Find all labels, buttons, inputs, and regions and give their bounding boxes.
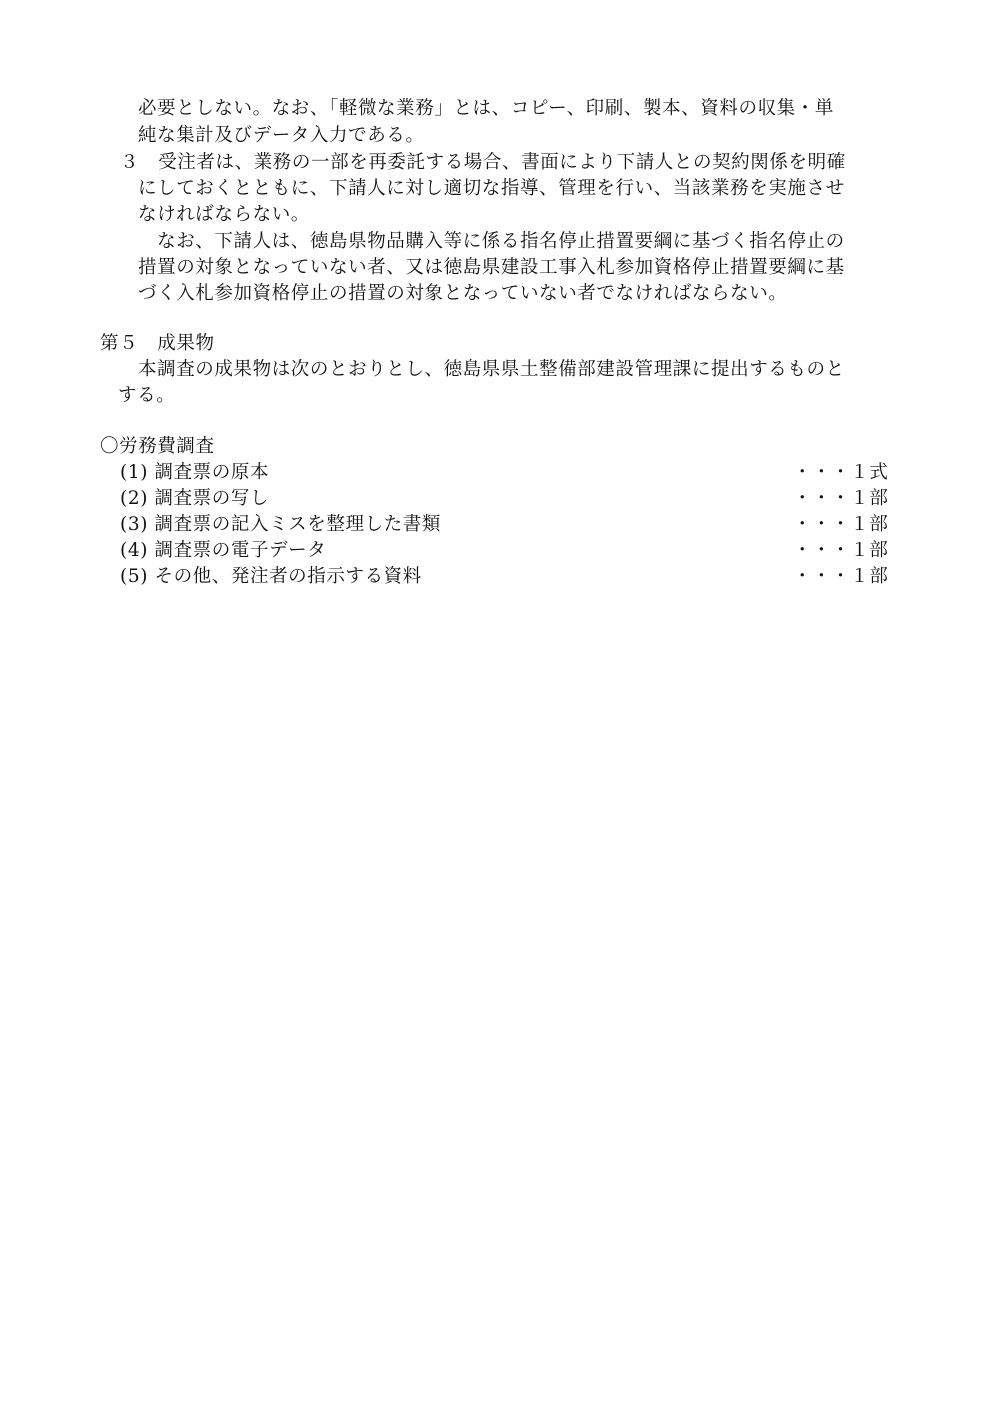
section-5-body-line-2: する。 [118, 385, 176, 406]
survey-item-label: (2) 調査票の写し [120, 488, 270, 509]
survey-item-label: (4) 調査票の電子データ [120, 540, 327, 561]
clause-3-line-6: づく入札参加資格停止の措置の対象となっていない者でなければならない。 [138, 283, 788, 304]
survey-item-qty: ・・・１部 [793, 540, 889, 561]
clause-3-line-1: ３ 受注者は、業務の一部を再委託する場合、書面により下請人との契約関係を明確 [120, 152, 846, 173]
section-5-heading: 第５ 成果物 [100, 333, 215, 354]
survey-item-qty: ・・・１部 [793, 488, 889, 509]
clause-3-line-3: なければならない。 [138, 204, 310, 225]
survey-heading: 〇労務費調査 [100, 436, 215, 457]
survey-item-qty: ・・・１式 [793, 462, 889, 483]
clause-3-line-2: にしておくとともに、下請人に対し適切な指導、管理を行い、当該業務を実施させ [138, 178, 845, 199]
section-5-body-line-1: 本調査の成果物は次のとおりとし、徳島県県土整備部建設管理課に提出するものと [138, 359, 845, 380]
clause-3-line-5: 措置の対象となっていない者、又は徳島県建設工事入札参加資格停止措置要綱に基 [138, 257, 845, 278]
survey-item-qty: ・・・１部 [793, 566, 889, 587]
survey-item-label: (1) 調査票の原本 [120, 462, 270, 483]
continuation-line-2: 純な集計及びデータ入力である。 [138, 125, 425, 146]
survey-item-qty: ・・・１部 [793, 514, 889, 535]
survey-item-label: (3) 調査票の記入ミスを整理した書類 [120, 514, 441, 535]
continuation-line-1: 必要としない。なお、「軽微な業務」とは、コピー、印刷、製本、資料の収集・単 [138, 98, 834, 119]
survey-item-label: (5) その他、発注者の指示する資料 [120, 566, 422, 587]
clause-3-line-4: なお、下請人は、徳島県物品購入等に係る指名停止措置要綱に基づく指名停止の [138, 231, 845, 252]
